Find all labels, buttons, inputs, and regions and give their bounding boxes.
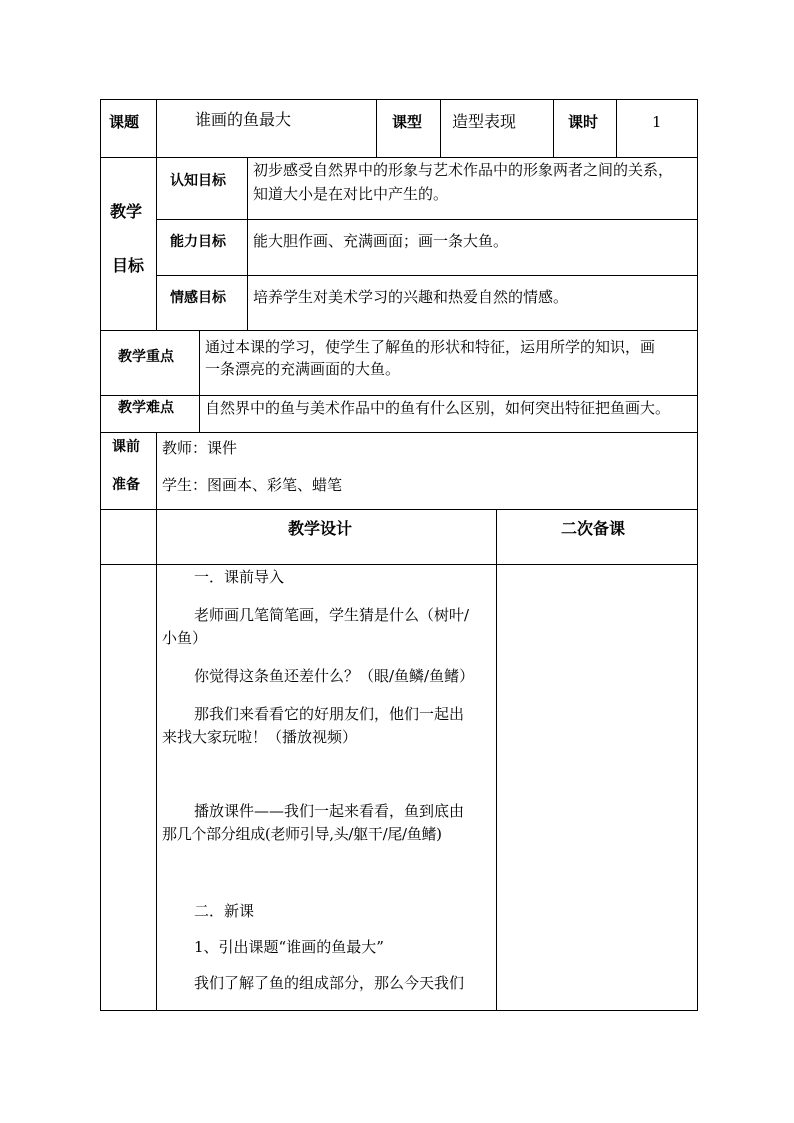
rule-objectives-bottom <box>100 330 698 331</box>
rule-prep-bottom <box>100 509 698 510</box>
second-prep-header: 二次备课 <box>561 519 626 538</box>
design-paragraph: 来找大家玩啦！（播放视频） <box>162 728 358 746</box>
keypoints-text-2: 一条漂亮的充满画面的大鱼。 <box>205 360 401 378</box>
rule-right <box>697 99 698 1011</box>
hours-value: 1 <box>652 113 662 131</box>
design-header: 教学设计 <box>288 519 353 538</box>
prep-teacher: 教师：课件 <box>162 439 238 457</box>
prep-student: 学生：图画本、彩笔、蜡笔 <box>162 476 343 494</box>
emotion-label: 情感目标 <box>170 290 226 306</box>
design-paragraph: 老师画几笔简笔画，学生猜是什么（树叶/ <box>194 606 470 624</box>
design-paragraph: 那几个部分组成(老师引导,头/躯干/尾/鱼鳍) <box>162 825 442 843</box>
cognitive-text-2: 知道大小是在对比中产生的。 <box>253 185 449 203</box>
prep-label-1: 课前 <box>112 439 140 455</box>
design-paragraph: 播放课件——我们一起来看看，鱼到底由 <box>194 802 465 820</box>
rule-difficulty-bottom <box>100 432 698 433</box>
rule-left <box>100 99 101 1011</box>
design-paragraph: 我们了解了鱼的组成部分，那么今天我们 <box>194 974 465 992</box>
difficulty-label: 教学难点 <box>118 400 174 416</box>
keypoints-label: 教学重点 <box>118 349 174 365</box>
cognitive-label: 认知目标 <box>170 173 226 189</box>
rule-header-col3 <box>440 99 441 158</box>
keypoints-text-1: 通过本课的学习，使学生了解鱼的形状和特征，运用所学的知识，画 <box>205 338 656 356</box>
rule-bottom <box>100 1010 698 1011</box>
objectives-label-2: 目标 <box>112 256 145 275</box>
design-paragraph: 二．新课 <box>194 902 255 920</box>
difficulty-text: 自然界中的鱼与美术作品中的鱼有什么区别，如何突出特征把鱼画大。 <box>205 399 671 417</box>
rule-header-col5 <box>616 99 617 158</box>
rule-header-col4 <box>553 99 554 158</box>
rule-header-col2 <box>376 99 377 158</box>
topic-label: 课题 <box>109 113 140 131</box>
design-paragraph: 你觉得这条鱼还差什么？（眼/鱼鳞/鱼鳍） <box>194 667 475 685</box>
hours-label: 课时 <box>568 113 599 131</box>
rule-keypoints-bottom <box>100 395 698 396</box>
objectives-label-1: 教学 <box>110 202 143 221</box>
ability-text: 能大胆作画、充满画面；画一条大鱼。 <box>253 232 509 250</box>
design-paragraph: 那我们来看看它的好朋友们，他们一起出 <box>194 705 465 723</box>
type-value: 造型表现 <box>452 112 517 131</box>
topic-value: 谁画的鱼最大 <box>195 110 292 129</box>
rule-prep-col <box>156 432 157 1011</box>
rule-header-col1 <box>156 99 157 331</box>
ability-label: 能力目标 <box>170 234 226 250</box>
rule-design-header-bottom <box>100 564 698 565</box>
rule-ability-bottom <box>156 275 698 276</box>
design-paragraph: 一．课前导入 <box>194 568 285 586</box>
rule-header-bottom <box>100 157 698 158</box>
rule-design-col <box>496 509 497 1011</box>
type-label: 课型 <box>392 113 423 131</box>
rule-cognitive-bottom <box>156 219 698 220</box>
rule-top <box>100 99 698 100</box>
design-paragraph: 小鱼） <box>162 629 208 647</box>
emotion-text: 培养学生对美术学习的兴趣和热爱自然的情感。 <box>253 288 569 306</box>
prep-label-2: 准备 <box>112 477 140 493</box>
rule-keypoints-col <box>199 330 200 433</box>
design-paragraph: 1、引出课题“谁画的鱼最大” <box>194 938 384 956</box>
cognitive-text-1: 初步感受自然界中的形象与艺术作品中的形象两者之间的关系， <box>253 161 674 179</box>
rule-objectives-sub <box>247 157 248 331</box>
